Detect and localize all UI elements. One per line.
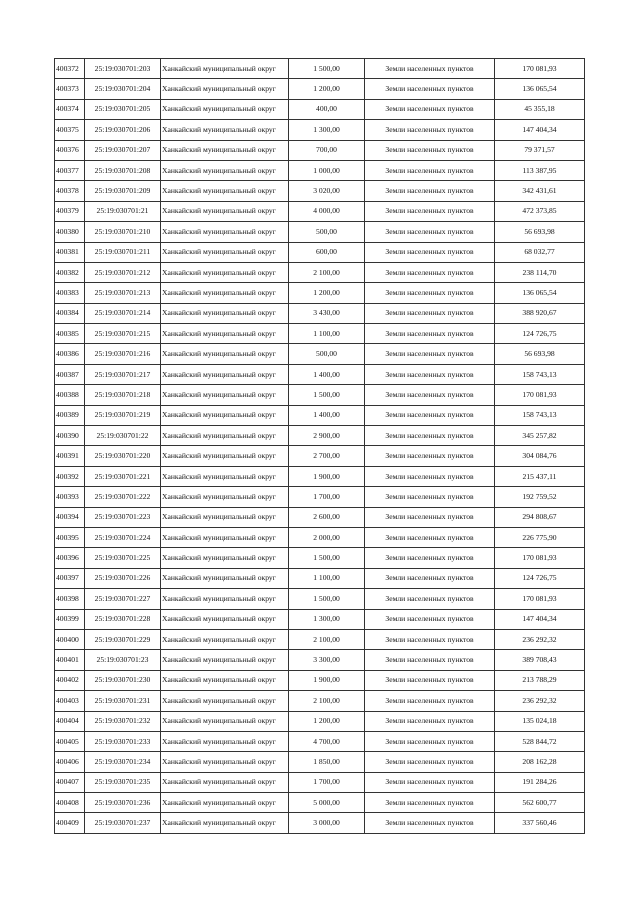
area-cell: 1 500,00: [289, 548, 365, 568]
municipality-cell: Ханкайский муниципальный округ: [161, 120, 289, 140]
land-category-cell: Земли населенных пунктов: [365, 405, 495, 425]
cadastral-value-cell: 345 257,82: [495, 426, 585, 446]
land-category-cell: Земли населенных пунктов: [365, 99, 495, 119]
land-category-cell: Земли населенных пунктов: [365, 160, 495, 180]
cadastral-value-cell: 226 775,90: [495, 527, 585, 547]
row-number-cell: 400391: [55, 446, 85, 466]
cadastral-value-cell: 389 708,43: [495, 650, 585, 670]
table-row: [55, 813, 585, 833]
cadastral-number-cell: 25:19:030701:232: [85, 711, 161, 731]
table-row: [55, 609, 585, 629]
cadastral-value-cell: 170 081,93: [495, 385, 585, 405]
land-category-cell: Земли населенных пунктов: [365, 385, 495, 405]
cadastral-number-cell: 25:19:030701:219: [85, 405, 161, 425]
municipality-cell: Ханкайский муниципальный округ: [161, 446, 289, 466]
municipality-cell: Ханкайский муниципальный округ: [161, 568, 289, 588]
cadastral-value-cell: 170 081,93: [495, 589, 585, 609]
municipality-cell: Ханкайский муниципальный округ: [161, 262, 289, 282]
land-category-cell: Земли населенных пунктов: [365, 140, 495, 160]
municipality-cell: Ханкайский муниципальный округ: [161, 140, 289, 160]
land-category-cell: Земли населенных пунктов: [365, 426, 495, 446]
land-category-cell: Земли населенных пунктов: [365, 548, 495, 568]
cadastral-value-cell: 213 788,29: [495, 670, 585, 690]
land-category-cell: Земли населенных пунктов: [365, 629, 495, 649]
table-row: [55, 711, 585, 731]
row-number-cell: 400381: [55, 242, 85, 262]
cadastral-value-cell: 294 808,67: [495, 507, 585, 527]
cadastral-number-cell: 25:19:030701:215: [85, 324, 161, 344]
area-cell: 1 300,00: [289, 120, 365, 140]
table-row: [55, 507, 585, 527]
land-category-cell: Земли населенных пунктов: [365, 609, 495, 629]
cadastral-value-cell: 191 284,26: [495, 772, 585, 792]
table-row: [55, 426, 585, 446]
municipality-cell: Ханкайский муниципальный округ: [161, 527, 289, 547]
cadastral-value-cell: 472 373,85: [495, 201, 585, 221]
row-number-cell: 400399: [55, 609, 85, 629]
land-category-cell: Земли населенных пунктов: [365, 711, 495, 731]
cadastral-number-cell: 25:19:030701:234: [85, 752, 161, 772]
cadastral-number-cell: 25:19:030701:217: [85, 364, 161, 384]
land-category-cell: Земли населенных пунктов: [365, 446, 495, 466]
area-cell: 2 000,00: [289, 527, 365, 547]
municipality-cell: Ханкайский муниципальный округ: [161, 629, 289, 649]
municipality-cell: Ханкайский муниципальный округ: [161, 324, 289, 344]
table-row: [55, 99, 585, 119]
area-cell: 500,00: [289, 222, 365, 242]
table-row: [55, 242, 585, 262]
row-number-cell: 400377: [55, 160, 85, 180]
row-number-cell: 400386: [55, 344, 85, 364]
municipality-cell: Ханкайский муниципальный округ: [161, 344, 289, 364]
row-number-cell: 400406: [55, 752, 85, 772]
land-category-cell: Земли населенных пунктов: [365, 527, 495, 547]
table-body: [55, 59, 585, 834]
row-number-cell: 400407: [55, 772, 85, 792]
cadastral-number-cell: 25:19:030701:222: [85, 487, 161, 507]
cadastral-number-cell: 25:19:030701:213: [85, 283, 161, 303]
row-number-cell: 400397: [55, 568, 85, 588]
row-number-cell: 400409: [55, 813, 85, 833]
area-cell: 1 500,00: [289, 589, 365, 609]
cadastral-value-cell: 528 844,72: [495, 731, 585, 751]
municipality-cell: Ханкайский муниципальный округ: [161, 466, 289, 486]
cadastral-number-cell: 25:19:030701:203: [85, 59, 161, 79]
land-category-cell: Земли населенных пунктов: [365, 691, 495, 711]
row-number-cell: 400383: [55, 283, 85, 303]
municipality-cell: Ханкайский муниципальный округ: [161, 79, 289, 99]
land-category-cell: Земли населенных пунктов: [365, 813, 495, 833]
land-category-cell: Земли населенных пунктов: [365, 59, 495, 79]
cadastral-value-cell: 562 600,77: [495, 793, 585, 813]
land-category-cell: Земли населенных пунктов: [365, 324, 495, 344]
row-number-cell: 400402: [55, 670, 85, 690]
municipality-cell: Ханкайский муниципальный округ: [161, 242, 289, 262]
land-category-cell: Земли населенных пунктов: [365, 303, 495, 323]
area-cell: 4 000,00: [289, 201, 365, 221]
row-number-cell: 400408: [55, 793, 85, 813]
table-row: [55, 752, 585, 772]
land-category-cell: Земли населенных пунктов: [365, 487, 495, 507]
area-cell: 2 100,00: [289, 691, 365, 711]
land-category-cell: Земли населенных пунктов: [365, 793, 495, 813]
land-category-cell: Земли населенных пунктов: [365, 79, 495, 99]
land-category-cell: Земли населенных пунктов: [365, 589, 495, 609]
table-row: [55, 222, 585, 242]
cadastral-number-cell: 25:19:030701:216: [85, 344, 161, 364]
cadastral-value-cell: 158 743,13: [495, 364, 585, 384]
table-row: [55, 466, 585, 486]
row-number-cell: 400392: [55, 466, 85, 486]
cadastral-number-cell: 25:19:030701:205: [85, 99, 161, 119]
cadastral-number-cell: 25:19:030701:224: [85, 527, 161, 547]
table-row: [55, 120, 585, 140]
cadastral-value-cell: 170 081,93: [495, 548, 585, 568]
cadastral-number-cell: 25:19:030701:236: [85, 793, 161, 813]
cadastral-value-cell: 388 920,67: [495, 303, 585, 323]
cadastral-number-cell: 25:19:030701:212: [85, 262, 161, 282]
cadastral-number-cell: 25:19:030701:230: [85, 670, 161, 690]
area-cell: 400,00: [289, 99, 365, 119]
table-row: [55, 385, 585, 405]
table-row: [55, 344, 585, 364]
area-cell: 700,00: [289, 140, 365, 160]
area-cell: 3 300,00: [289, 650, 365, 670]
municipality-cell: Ханкайский муниципальный округ: [161, 99, 289, 119]
land-category-cell: Земли населенных пунктов: [365, 752, 495, 772]
row-number-cell: 400398: [55, 589, 85, 609]
table-row: [55, 181, 585, 201]
area-cell: 2 900,00: [289, 426, 365, 446]
land-category-cell: Земли населенных пунктов: [365, 772, 495, 792]
municipality-cell: Ханкайский муниципальный округ: [161, 793, 289, 813]
row-number-cell: 400400: [55, 629, 85, 649]
land-category-cell: Земли населенных пунктов: [365, 181, 495, 201]
row-number-cell: 400393: [55, 487, 85, 507]
area-cell: 600,00: [289, 242, 365, 262]
municipality-cell: Ханкайский муниципальный округ: [161, 813, 289, 833]
municipality-cell: Ханкайский муниципальный округ: [161, 59, 289, 79]
land-category-cell: Земли населенных пунктов: [365, 262, 495, 282]
row-number-cell: 400405: [55, 731, 85, 751]
cadastral-value-cell: 236 292,32: [495, 691, 585, 711]
area-cell: 1 200,00: [289, 283, 365, 303]
cadastral-number-cell: 25:19:030701:208: [85, 160, 161, 180]
table-row: [55, 793, 585, 813]
cadastral-value-cell: 215 437,11: [495, 466, 585, 486]
land-category-cell: Земли населенных пунктов: [365, 731, 495, 751]
row-number-cell: 400378: [55, 181, 85, 201]
table-row: [55, 670, 585, 690]
cadastral-number-cell: 25:19:030701:225: [85, 548, 161, 568]
area-cell: 1 300,00: [289, 609, 365, 629]
land-category-cell: Земли населенных пунктов: [365, 120, 495, 140]
table-row: [55, 262, 585, 282]
table-row: [55, 446, 585, 466]
row-number-cell: 400395: [55, 527, 85, 547]
area-cell: 1 850,00: [289, 752, 365, 772]
row-number-cell: 400384: [55, 303, 85, 323]
cadastral-number-cell: 25:19:030701:233: [85, 731, 161, 751]
cadastral-value-cell: 192 759,52: [495, 487, 585, 507]
row-number-cell: 400390: [55, 426, 85, 446]
municipality-cell: Ханкайский муниципальный округ: [161, 650, 289, 670]
table-row: [55, 731, 585, 751]
table-row: [55, 487, 585, 507]
table-row: [55, 527, 585, 547]
row-number-cell: 400394: [55, 507, 85, 527]
cadastral-value-cell: 56 693,98: [495, 222, 585, 242]
row-number-cell: 400396: [55, 548, 85, 568]
area-cell: 1 700,00: [289, 772, 365, 792]
land-category-cell: Земли населенных пунктов: [365, 222, 495, 242]
table-row: [55, 201, 585, 221]
row-number-cell: 400382: [55, 262, 85, 282]
cadastral-value-cell: 208 162,28: [495, 752, 585, 772]
table-row: [55, 303, 585, 323]
cadastral-value-cell: 56 693,98: [495, 344, 585, 364]
municipality-cell: Ханкайский муниципальный округ: [161, 283, 289, 303]
area-cell: 2 100,00: [289, 629, 365, 649]
area-cell: 1 700,00: [289, 487, 365, 507]
cadastral-number-cell: 25:19:030701:23: [85, 650, 161, 670]
land-category-cell: Земли населенных пунктов: [365, 344, 495, 364]
area-cell: 1 000,00: [289, 160, 365, 180]
row-number-cell: 400387: [55, 364, 85, 384]
cadastral-number-cell: 25:19:030701:235: [85, 772, 161, 792]
municipality-cell: Ханкайский муниципальный округ: [161, 385, 289, 405]
land-category-cell: Земли населенных пунктов: [365, 283, 495, 303]
area-cell: 2 600,00: [289, 507, 365, 527]
land-category-cell: Земли населенных пунктов: [365, 242, 495, 262]
cadastral-value-cell: 304 084,76: [495, 446, 585, 466]
land-category-cell: Земли населенных пунктов: [365, 650, 495, 670]
table-row: [55, 548, 585, 568]
area-cell: 2 700,00: [289, 446, 365, 466]
row-number-cell: 400380: [55, 222, 85, 242]
row-number-cell: 400379: [55, 201, 85, 221]
table-row: [55, 79, 585, 99]
cadastral-number-cell: 25:19:030701:209: [85, 181, 161, 201]
cadastral-number-cell: 25:19:030701:227: [85, 589, 161, 609]
area-cell: 2 100,00: [289, 262, 365, 282]
cadastral-value-cell: 238 114,70: [495, 262, 585, 282]
area-cell: 500,00: [289, 344, 365, 364]
municipality-cell: Ханкайский муниципальный округ: [161, 201, 289, 221]
municipality-cell: Ханкайский муниципальный округ: [161, 507, 289, 527]
land-category-cell: Земли населенных пунктов: [365, 201, 495, 221]
cadastral-value-cell: 147 404,34: [495, 609, 585, 629]
municipality-cell: Ханкайский муниципальный округ: [161, 222, 289, 242]
municipality-cell: Ханкайский муниципальный округ: [161, 731, 289, 751]
municipality-cell: Ханкайский муниципальный округ: [161, 670, 289, 690]
cadastral-value-cell: 170 081,93: [495, 59, 585, 79]
municipality-cell: Ханкайский муниципальный округ: [161, 405, 289, 425]
area-cell: 1 400,00: [289, 364, 365, 384]
cadastral-number-cell: 25:19:030701:221: [85, 466, 161, 486]
table-row: [55, 589, 585, 609]
area-cell: 1 500,00: [289, 59, 365, 79]
row-number-cell: 400385: [55, 324, 85, 344]
table-row: [55, 140, 585, 160]
cadastral-number-cell: 25:19:030701:237: [85, 813, 161, 833]
municipality-cell: Ханкайский муниципальный округ: [161, 487, 289, 507]
area-cell: 3 430,00: [289, 303, 365, 323]
area-cell: 1 200,00: [289, 79, 365, 99]
area-cell: 1 100,00: [289, 568, 365, 588]
municipality-cell: Ханкайский муниципальный округ: [161, 711, 289, 731]
row-number-cell: 400374: [55, 99, 85, 119]
cadastral-number-cell: 25:19:030701:226: [85, 568, 161, 588]
cadastral-number-cell: 25:19:030701:214: [85, 303, 161, 323]
municipality-cell: Ханкайский муниципальный округ: [161, 589, 289, 609]
cadastral-number-cell: 25:19:030701:21: [85, 201, 161, 221]
municipality-cell: Ханкайский муниципальный округ: [161, 160, 289, 180]
cadastral-value-cell: 236 292,32: [495, 629, 585, 649]
land-category-cell: Земли населенных пунктов: [365, 466, 495, 486]
table-row: [55, 324, 585, 344]
municipality-cell: Ханкайский муниципальный округ: [161, 548, 289, 568]
area-cell: 3 000,00: [289, 813, 365, 833]
cadastral-value-cell: 45 355,18: [495, 99, 585, 119]
row-number-cell: 400403: [55, 691, 85, 711]
municipality-cell: Ханкайский муниципальный округ: [161, 426, 289, 446]
municipality-cell: Ханкайский муниципальный округ: [161, 181, 289, 201]
table-row: [55, 772, 585, 792]
table-row: [55, 364, 585, 384]
cadastral-number-cell: 25:19:030701:220: [85, 446, 161, 466]
cadastral-number-cell: 25:19:030701:211: [85, 242, 161, 262]
table-row: [55, 160, 585, 180]
table-row: [55, 568, 585, 588]
table-row: [55, 59, 585, 79]
table-row: [55, 650, 585, 670]
area-cell: 1 500,00: [289, 385, 365, 405]
cadastral-number-cell: 25:19:030701:22: [85, 426, 161, 446]
cadastral-number-cell: 25:19:030701:223: [85, 507, 161, 527]
cadastral-value-cell: 124 726,75: [495, 324, 585, 344]
cadastral-value-cell: 342 431,61: [495, 181, 585, 201]
area-cell: 1 400,00: [289, 405, 365, 425]
table-row: [55, 691, 585, 711]
cadastral-value-cell: 113 387,95: [495, 160, 585, 180]
area-cell: 4 700,00: [289, 731, 365, 751]
cadastral-number-cell: 25:19:030701:207: [85, 140, 161, 160]
municipality-cell: Ханкайский муниципальный округ: [161, 772, 289, 792]
area-cell: 5 000,00: [289, 793, 365, 813]
land-category-cell: Земли населенных пунктов: [365, 507, 495, 527]
table-row: [55, 405, 585, 425]
cadastral-value-cell: 79 371,57: [495, 140, 585, 160]
municipality-cell: Ханкайский муниципальный округ: [161, 609, 289, 629]
cadastral-number-cell: 25:19:030701:218: [85, 385, 161, 405]
cadastral-number-cell: 25:19:030701:229: [85, 629, 161, 649]
row-number-cell: 400388: [55, 385, 85, 405]
cadastral-value-cell: 136 065,54: [495, 283, 585, 303]
row-number-cell: 400389: [55, 405, 85, 425]
land-category-cell: Земли населенных пунктов: [365, 670, 495, 690]
table-row: [55, 629, 585, 649]
land-registry-table: [54, 58, 585, 834]
cadastral-value-cell: 158 743,13: [495, 405, 585, 425]
cadastral-value-cell: 135 024,18: [495, 711, 585, 731]
land-category-cell: Земли населенных пунктов: [365, 568, 495, 588]
area-cell: 3 020,00: [289, 181, 365, 201]
municipality-cell: Ханкайский муниципальный округ: [161, 303, 289, 323]
municipality-cell: Ханкайский муниципальный округ: [161, 691, 289, 711]
cadastral-number-cell: 25:19:030701:231: [85, 691, 161, 711]
table-row: [55, 283, 585, 303]
row-number-cell: 400404: [55, 711, 85, 731]
area-cell: 1 900,00: [289, 466, 365, 486]
area-cell: 1 100,00: [289, 324, 365, 344]
cadastral-number-cell: 25:19:030701:206: [85, 120, 161, 140]
cadastral-value-cell: 124 726,75: [495, 568, 585, 588]
cadastral-value-cell: 337 560,46: [495, 813, 585, 833]
cadastral-value-cell: 136 065,54: [495, 79, 585, 99]
row-number-cell: 400401: [55, 650, 85, 670]
area-cell: 1 200,00: [289, 711, 365, 731]
cadastral-number-cell: 25:19:030701:210: [85, 222, 161, 242]
cadastral-value-cell: 68 032,77: [495, 242, 585, 262]
cadastral-value-cell: 147 404,34: [495, 120, 585, 140]
cadastral-number-cell: 25:19:030701:228: [85, 609, 161, 629]
municipality-cell: Ханкайский муниципальный округ: [161, 752, 289, 772]
row-number-cell: 400372: [55, 59, 85, 79]
municipality-cell: Ханкайский муниципальный округ: [161, 364, 289, 384]
area-cell: 1 900,00: [289, 670, 365, 690]
land-category-cell: Земли населенных пунктов: [365, 364, 495, 384]
row-number-cell: 400373: [55, 79, 85, 99]
row-number-cell: 400376: [55, 140, 85, 160]
cadastral-number-cell: 25:19:030701:204: [85, 79, 161, 99]
row-number-cell: 400375: [55, 120, 85, 140]
